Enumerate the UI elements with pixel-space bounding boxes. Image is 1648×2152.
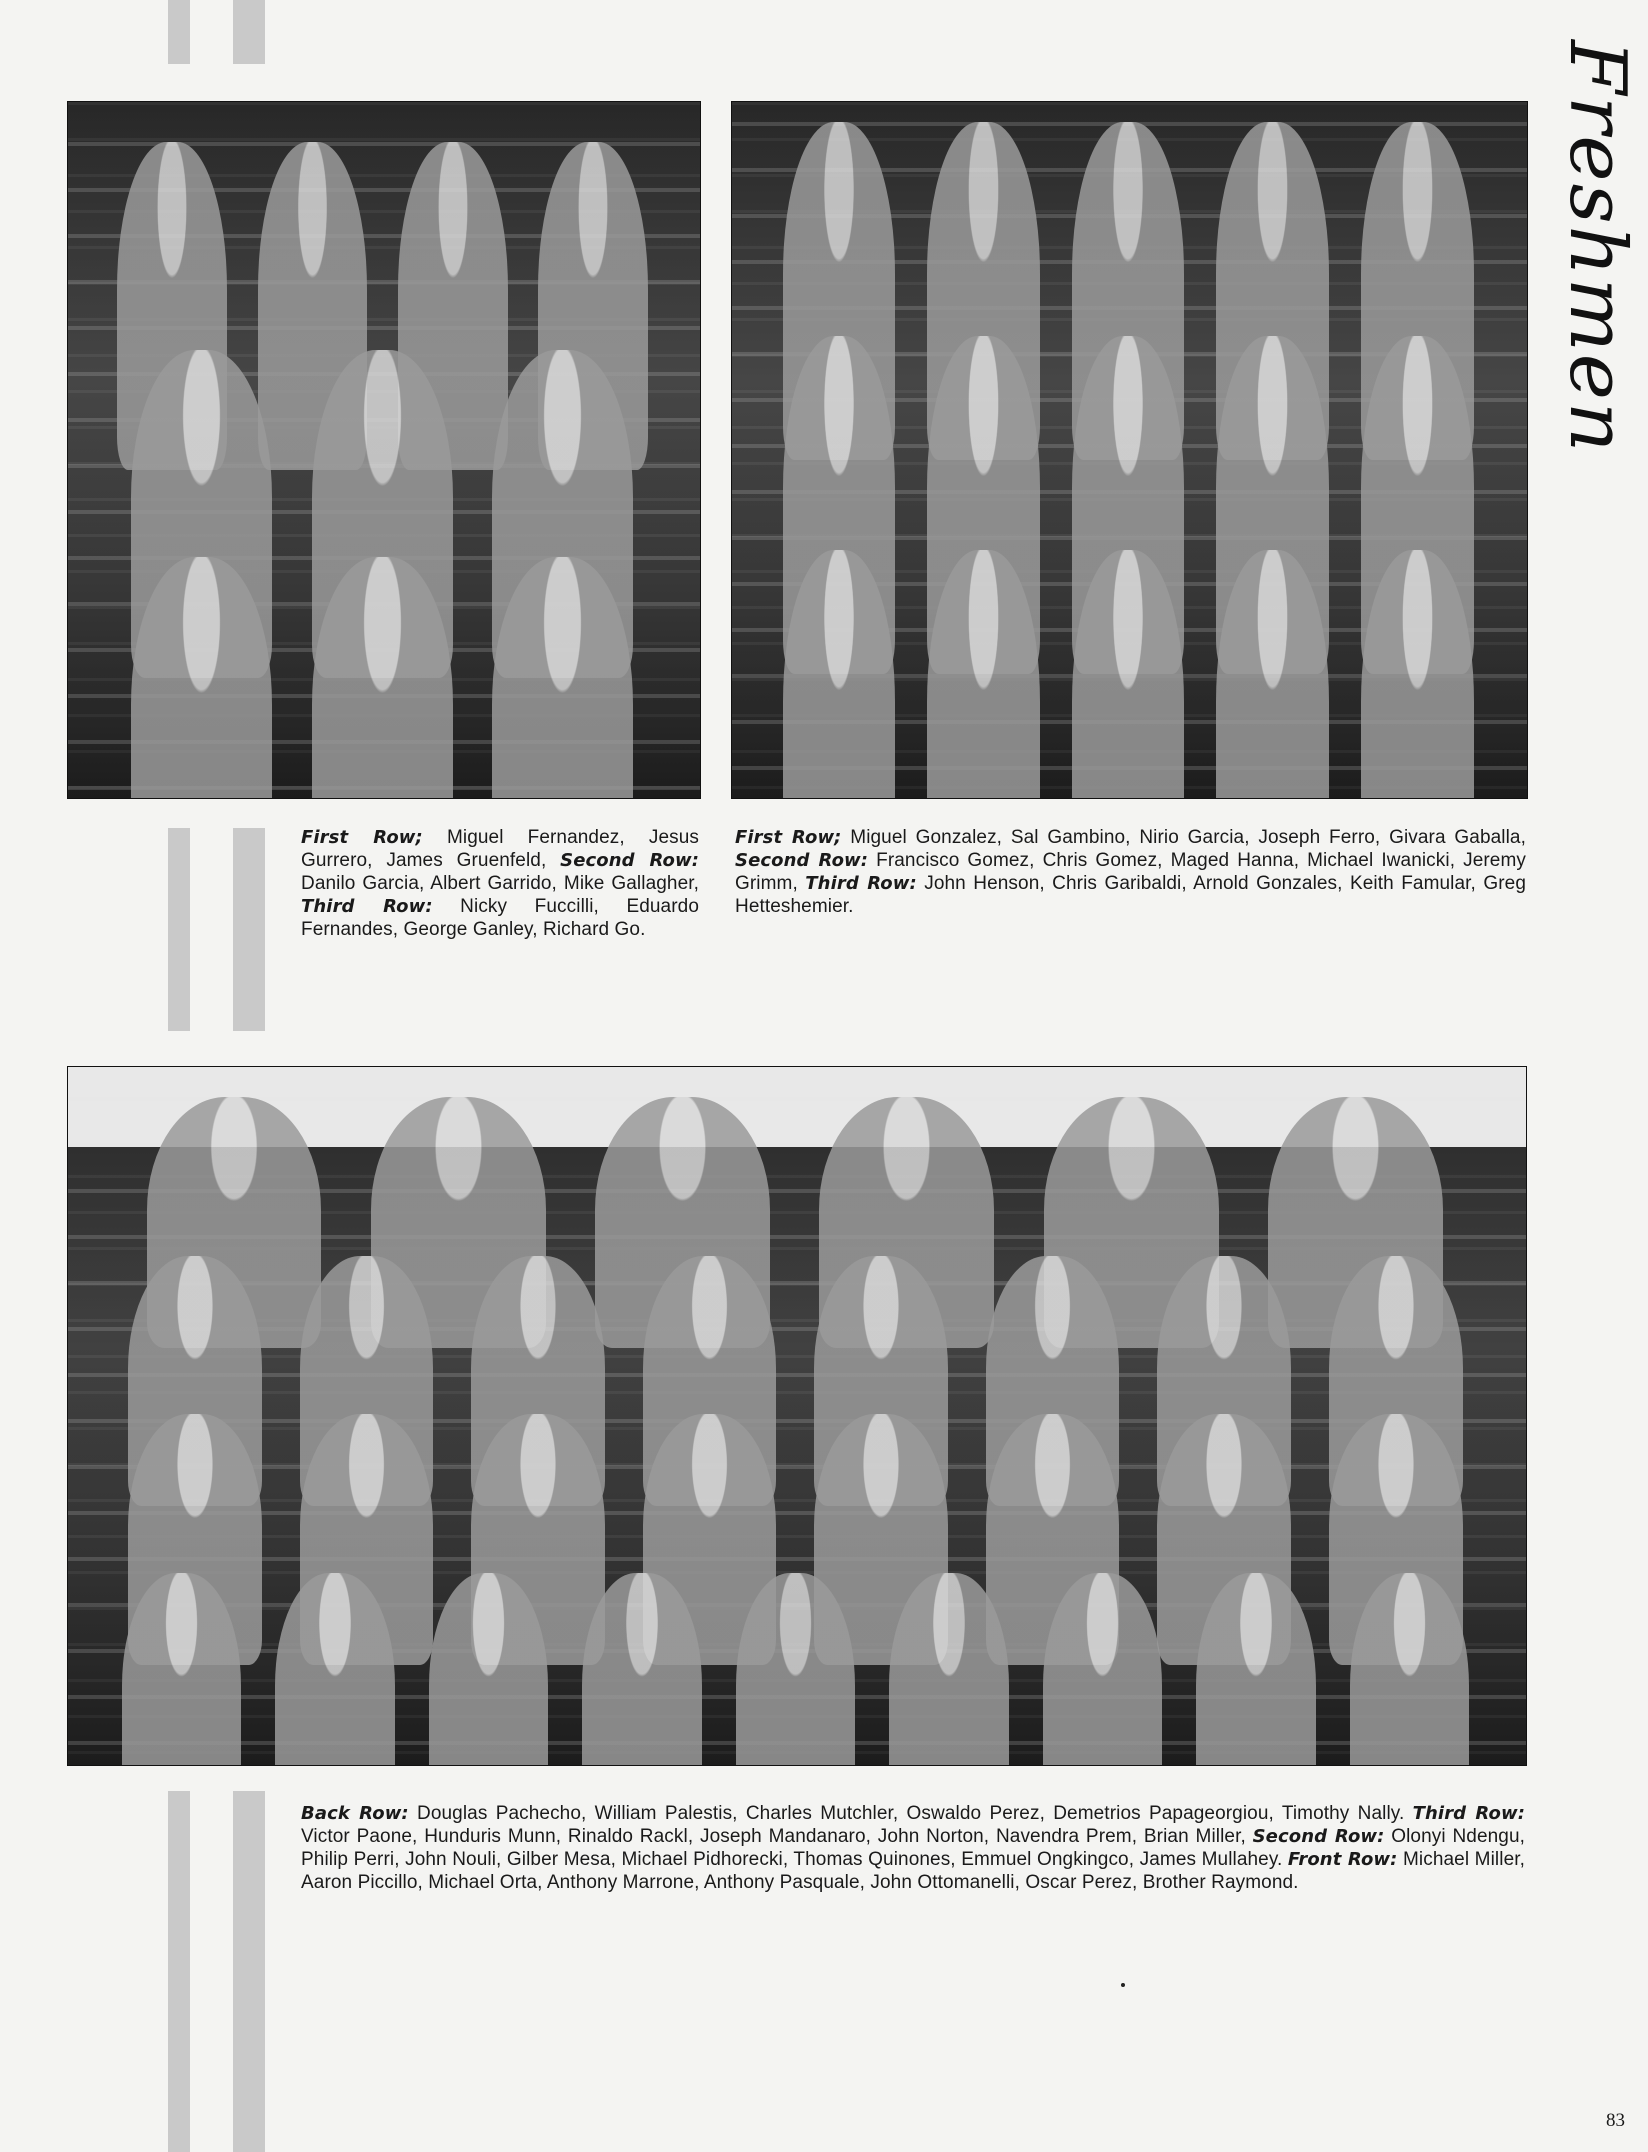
caption-bottom <box>301 1802 1525 1894</box>
decorative-bar <box>233 0 265 64</box>
bleacher-line <box>68 1557 1526 1561</box>
caption-names: Victor Paone, Hunduris Munn, Rinaldo Rackl, Joseph Mandanaro, John Norton, Navendra Prem, Brian Miller, <box>301 1826 1253 1847</box>
caption-names: Danilo Garcia, Albert Garrido, Mike Gallagher, <box>301 873 699 894</box>
caption-row-label: Third Row: <box>301 896 433 917</box>
caption-top-right <box>735 826 1526 918</box>
person-silhouette <box>1361 550 1474 799</box>
group-photo-bottom <box>67 1066 1527 1766</box>
caption-row-label: Second Row: <box>735 850 869 871</box>
caption-names: Olonyi Ndengu, Philip Perri, John Nouli, Gilber Mesa, Michael Pidhorecki, Thomas Quinones, Emmuel Ongkingco, James Mullahey. <box>301 1826 1525 1870</box>
person-silhouette <box>429 1573 549 1766</box>
caption-names: Michael Miller, Aaron Piccillo, Michael Orta, Anthony Marrone, Anthony Pasquale, John Ottomanelli, Oscar Perez, Brother Raymond. <box>301 1849 1525 1893</box>
caption-names: Miguel Gonzalez, Sal Gambino, Nirio Garcia, Joseph Ferro, Givara Gaballa, <box>841 827 1526 848</box>
caption-row-label: Third Row: <box>1412 1803 1525 1824</box>
caption-names: Francisco Gomez, Chris Gomez, Maged Hanna, Michael Iwanicki, Jeremy Grimm, <box>735 850 1526 894</box>
caption-row-label: Back Row: <box>301 1803 409 1824</box>
decorative-bar <box>168 828 190 1031</box>
section-title: Freshmen <box>1552 40 1642 455</box>
bleacher-line <box>68 1511 1526 1515</box>
caption-top-left <box>301 826 699 941</box>
person-silhouette <box>312 557 453 799</box>
bleacher-line <box>68 1465 1526 1469</box>
group-photo-top-left <box>67 101 701 799</box>
person-silhouette <box>736 1573 856 1766</box>
group-photo-top-right <box>731 101 1528 799</box>
caption-row-label: First Row; <box>735 827 842 848</box>
caption-row-label: First Row; <box>301 827 423 848</box>
person-silhouette <box>1043 1573 1163 1766</box>
person-silhouette <box>275 1573 395 1766</box>
person-silhouette <box>1196 1573 1316 1766</box>
ink-dot <box>1121 1983 1125 1987</box>
person-silhouette <box>122 1573 242 1766</box>
caption-row-label: Second Row: <box>1252 1826 1385 1847</box>
caption-names: Nicky Fuccilli, Eduardo Fernandes, George Ganley, Richard Go. <box>301 896 699 940</box>
person-silhouette <box>582 1573 702 1766</box>
decorative-bar <box>168 1791 190 2152</box>
page-number: 83 <box>1606 2110 1625 2131</box>
caption-row-label: Front Row: <box>1287 1849 1398 1870</box>
caption-row-label: Third Row: <box>805 873 917 894</box>
bleacher-line <box>68 1373 1526 1377</box>
decorative-bar <box>233 828 265 1031</box>
bleacher-line <box>68 1419 1526 1423</box>
bleacher-line <box>68 1097 1526 1101</box>
person-silhouette <box>131 557 272 799</box>
caption-names: Miguel Fernandez, Jesus Gurrero, James Gruenfeld, <box>301 827 699 871</box>
caption-names: Douglas Pachecho, William Palestis, Charles Mutchler, Oswaldo Perez, Demetrios Papageorgiou, Timothy Nally. <box>408 1803 1413 1824</box>
person-silhouette <box>889 1573 1009 1766</box>
caption-names: John Henson, Chris Garibaldi, Arnold Gonzales, Keith Famular, Greg Hetteshemier. <box>735 873 1526 917</box>
decorative-bar <box>233 1791 265 2152</box>
person-silhouette <box>927 550 1040 799</box>
decorative-bar <box>168 0 190 64</box>
person-silhouette <box>1350 1573 1470 1766</box>
caption-row-label: Second Row: <box>560 850 699 871</box>
